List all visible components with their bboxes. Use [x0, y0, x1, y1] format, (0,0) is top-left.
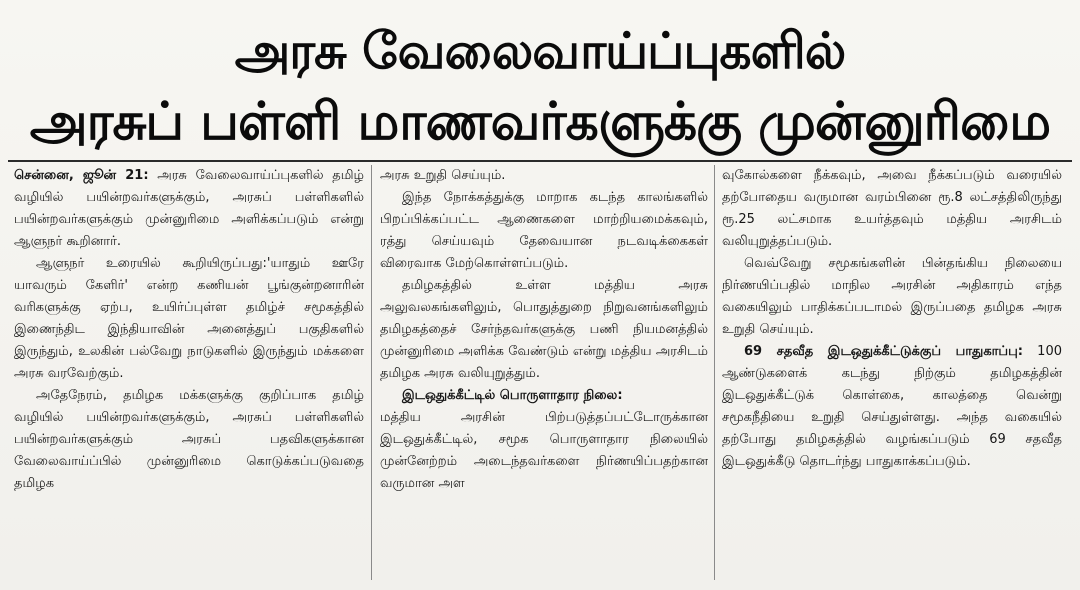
subheading: இடஒதுக்கீட்டில் பொருளாதார நிலை: — [402, 388, 623, 403]
paragraph: வுகோல்களை நீக்கவும், அவை நீக்கப்படும் வரையில் தற்போதைய வருமான வரம்பினை ரூ.8 லட்சத்திலிருந்து ரூ.25 லட்சமாக உயர்த்தவும் மத்திய அரசிடம் வலியுறுத்தப்படும். — [722, 168, 1062, 249]
paragraph: இந்த நோக்கத்துக்கு மாறாக கடந்த காலங்களில் பிறப்பிக்கப்பட்ட ஆணைகளை மாற்றியமைக்கவும், ரத்து செய்யவும் தேவையான நடவடிக்கைகள் விரைவாக மேற்கொள்ளப்படும். — [380, 190, 708, 271]
headline-rule — [8, 160, 1072, 162]
paragraph: தமிழகத்தில் உள்ள மத்திய அரசு அலுவலகங்களிலும், பொதுத்துறை நிறுவனங்களிலும் தமிழகத்தைச் சேர்ந்தவர்களுக்கு பணி நியமனத்தில் முன்னுரிமை அளிக்க வேண்டும் என்று மத்திய அரசிடம் தமிழக அரசு வலியுறுத்தும். — [380, 278, 708, 381]
column-divider — [714, 165, 715, 580]
paragraph: வெவ்வேறு சமூகங்களின் பின்தங்கிய நிலையை நிர்ணயிப்பதில் மாநில அரசின் அதிகாரம் எந்த வகையிலும் பாதிக்கப்படாமல் இருப்பதை தமிழக அரசு உறுதி செய்யும். — [722, 256, 1062, 337]
headline-line-1: அரசு வேலைவாய்ப்புகளில் — [234, 22, 846, 80]
column-divider — [371, 165, 372, 580]
paragraph-text: அரசு வேலைவாய்ப்புகளில் தமிழ் வழியில் பயின்றவர்களுக்கும், அரசுப் பள்ளிகளில் பயின்றவர்களுக்கும் முன்னுரிமை அளிக்கப்படும் என்று ஆளுநர் கூறினார். — [14, 168, 364, 249]
paragraph: மத்திய அரசின் பிற்படுத்தப்பட்டோருக்கான இடஒதுக்கீட்டில், சமூக பொருளாதார நிலையில் முன்னேற்றம் அடைந்தவர்களை நிர்ணயிப்பதற்கான வருமான அள — [380, 410, 708, 491]
paragraph: அரசு உறுதி செய்யும். — [380, 168, 506, 183]
paragraph — [722, 341, 1062, 473]
dateline: சென்னை, ஜூன் 21: — [14, 168, 149, 183]
subheading: 69 சதவீத இடஒதுக்கீட்டுக்குப் பாதுகாப்பு: — [744, 344, 1023, 359]
article-column-1 — [14, 165, 364, 582]
article-column-3 — [722, 165, 1062, 582]
article-column-2 — [380, 165, 708, 582]
paragraph: ஆளுநர் உரையில் கூறியிருப்பது:'யாதும் ஊரே யாவரும் கேளிர்' என்ற கணியன் பூங்குன்றனாரின் வரிகளுக்கு ஏற்ப, உயிர்ப்புள்ள தமிழ்ச் சமூகத்தில் இணைந்திட இந்தியாவின் அனைத்துப் பகுதிகளில் இருந்தும், உலகின் பல்வேறு நாடுகளில் இருந்தும் மக்களை அரசு வரவேற்கும். — [14, 256, 364, 381]
paragraph — [14, 165, 364, 253]
paragraph-text: 100 ஆண்டுகளைக் கடந்து நிற்கும் தமிழகத்தின் இடஒதுக்கீட்டுக் கொள்கை, காலத்தை வென்று சமூகநீதியை உறுதி செய்துள்ளது. அந்த வகையில் தற்போது தமிழகத்தில் வழங்கப்படும் 69 சதவீத இடஒதுக்கீடு தொடர்ந்து பாதுகாக்கப்படும். — [722, 344, 1062, 469]
paragraph: அதேநேரம், தமிழக மக்களுக்கு குறிப்பாக தமிழ் வழியில் பயின்றவர்களுக்கும், அரசுப் பள்ளிகளில் பயின்றவர்களுக்கும் அரசுப் பதவிகளுக்கான வேலைவாய்ப்பில் முன்னுரிமை கொடுக்கப்படுவதை தமிழக — [14, 388, 364, 491]
headline-line-2: அரசுப் பள்ளி மாணவர்களுக்கு முன்னுரிமை — [29, 92, 1051, 152]
